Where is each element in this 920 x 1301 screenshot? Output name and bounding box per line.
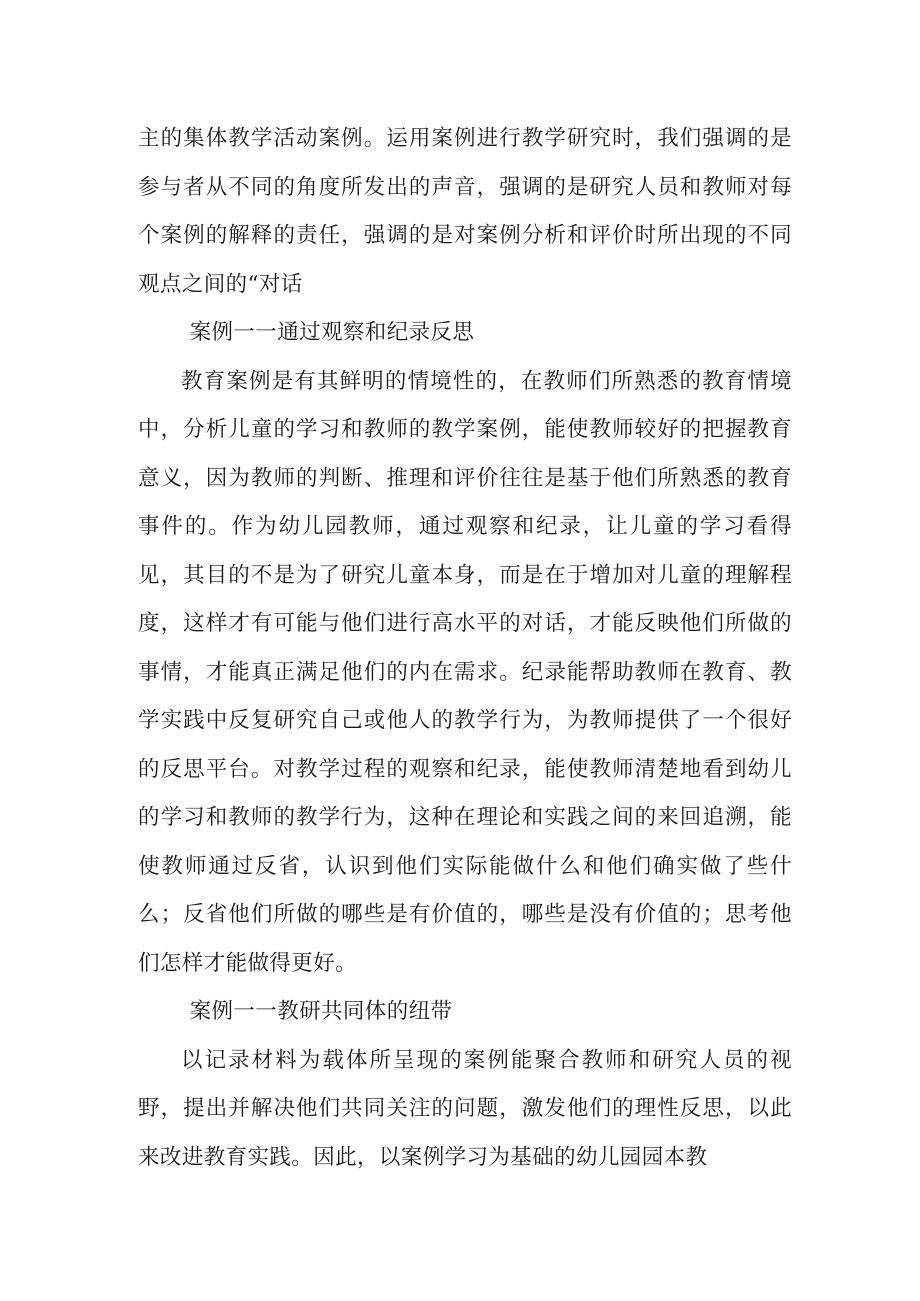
paragraph-continuation: 主的集体教学活动案例。运用案例进行教学研究时，我们强调的是参与者从不同的角度所发出的声音，强调的是研究人员和教师对每个案例的解释的责任，强调的是对案例分析和评价时所出现的不同观点之间的“对话 (138, 126, 792, 297)
paragraph-observation-reflection: 教育案例是有其鲜明的情境性的，在教师们所熟悉的教育情境中，分析儿童的学习和教师的教学案例，能使教师较好的把握教育意义，因为教师的判断、推理和评价往往是基于他们所熟悉的教育事件的。作为幼儿园教师，通过观察和纪录，让儿童的学习看得见，其目的不是为了研究儿童本身，而是在于增加对儿童的理解程度，这样才有可能与他们进行高水平的对话，才能反映他们所做的事情，才能真正满足他们的内在需求。纪录能帮助教师在教育、教学实践中反复研究自己或他人的教学行为，为教师提供了一个很好的反思平台。对教学过程的观察和纪录，能使教师清楚地看到幼儿的学习和教师的教学行为，这种在理论和实践之间的来回追溯，能使教师通过反省，认识到他们实际能做什么和他们确实做了些什么；反省他们所做的哪些是有价值的，哪些是没有价值的；思考他们怎样才能做得更好。 (138, 368, 792, 976)
section-heading-observation: 案例一一通过观察和纪录反思 (189, 320, 475, 345)
paragraph-community: 以记录材料为载体所呈现的案例能聚合教师和研究人员的视野，提出并解决他们共同关注的问题，激发他们的理性反思，以此来改进教育实践。因此，以案例学习为基础的幼儿园园本教 (138, 1047, 792, 1170)
document-body (138, 115, 792, 1182)
section-heading-community: 案例一一教研共同体的纽带 (189, 999, 453, 1024)
